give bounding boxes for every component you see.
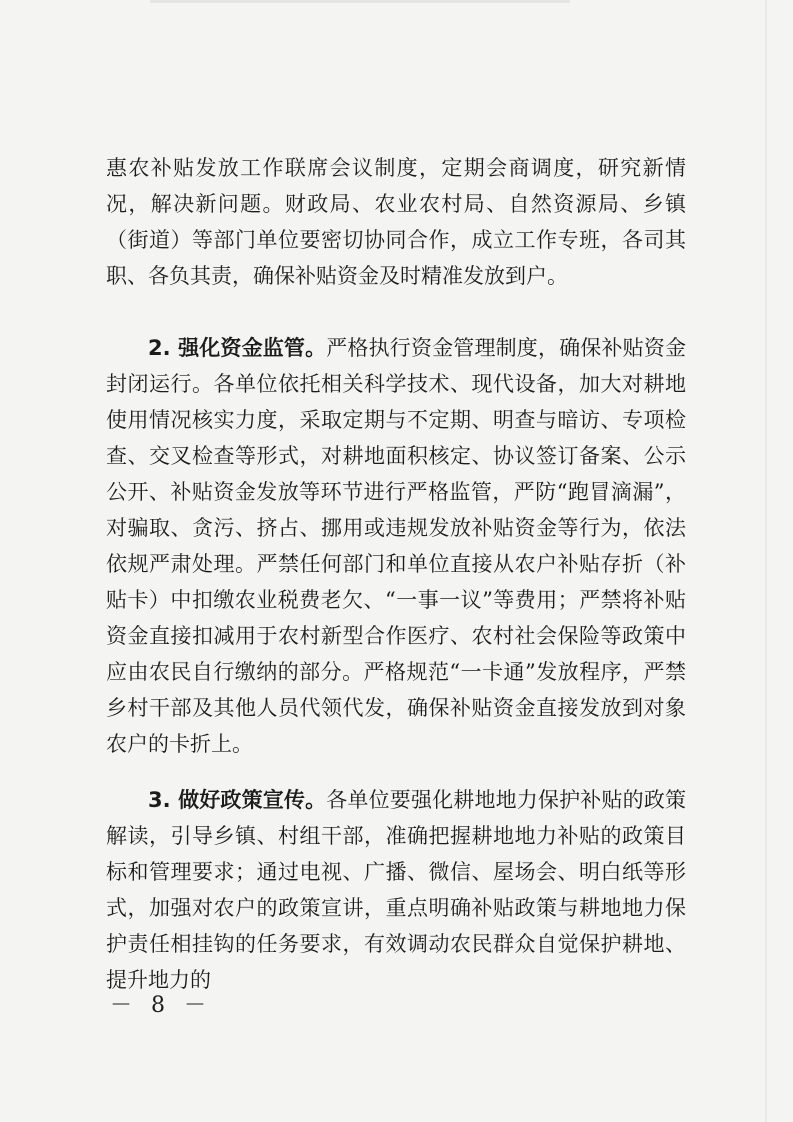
section-heading-policy-publicity: 3. 做好政策宣传。 bbox=[148, 788, 327, 812]
paragraph-1-text: 惠农补贴发放工作联席会议制度，定期会商调度，研究新情况，解决新问题。财政局、农业农村局、自然资源局、乡镇（街道）等部门单位要密切协同合作，成立工作专班，各司其职、各负其责，确保补贴资金及时精准发放到户。 bbox=[106, 156, 686, 288]
scan-edge-mark bbox=[150, 0, 570, 3]
paragraph-3 bbox=[106, 782, 686, 998]
paragraph-2 bbox=[106, 330, 686, 762]
paragraph-3-text: 各单位要强化耕地地力保护补贴的政策解读，引导乡镇、村组干部，准确把握耕地地力补贴的政策目标和管理要求；通过电视、广播、微信、屋场会、明白纸等形式，加强对农户的政策宣讲，重点明确补贴政策与耕地地力保护责任相挂钩的任务要求，有效调动农民群众自觉保护耕地、提升地力的 bbox=[106, 788, 686, 992]
page-number: － 8 － bbox=[110, 993, 212, 1018]
scan-edge-mark bbox=[765, 0, 767, 1122]
paragraph-2-text: 严格执行资金管理制度，确保补贴资金封闭运行。各单位依托相关科学技术、现代设备，加大对耕地使用情况核实力度，采取定期与不定期、明查与暗访、专项检查、交叉检查等形式，对耕地面积核定、协议签订备案、公示公开、补贴资金发放等环节进行严格监管，严防“跑冒滴漏”，对骗取、贪污、挤占、挪用或违规发放补贴资金等行为，依法依规严肃处理。严禁任何部门和单位直接从农户补贴存折（补贴卡）中扣缴农业税费老欠、“一事一议”等费用；严禁将补贴资金直接扣减用于农村新型合作医疗、农村社会保险等政策中应由农民自行缴纳的部分。严格规范“一卡通”发放程序，严禁乡村干部及其他人员代领代发，确保补贴资金直接发放到对象农户的卡折上。 bbox=[106, 336, 686, 756]
section-heading-strengthen-supervision: 2. 强化资金监管。 bbox=[148, 336, 327, 360]
paragraph-1 bbox=[106, 150, 686, 294]
